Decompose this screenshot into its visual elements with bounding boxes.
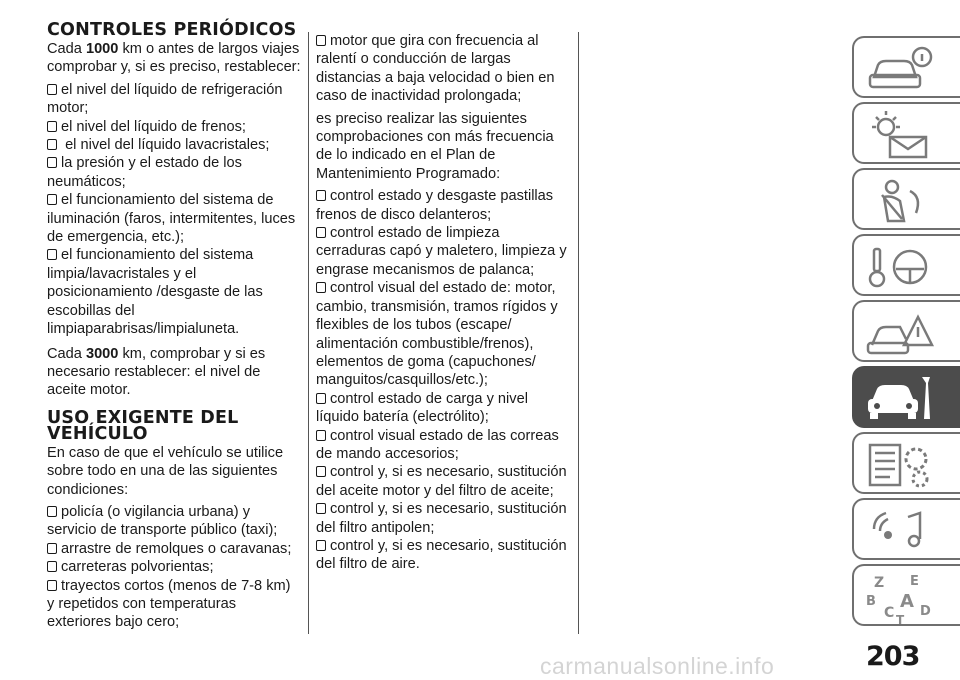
page-number: 203 bbox=[866, 641, 920, 672]
list-item: control y, si es necesario, sustitución del aceite motor y del filtro de aceite; bbox=[316, 464, 567, 499]
list-item: arrastre de remolques o caravanas; bbox=[47, 540, 301, 558]
checkbox-bullet-icon bbox=[316, 227, 326, 238]
checkbox-bullet-icon bbox=[47, 139, 57, 150]
emergency-car-icon bbox=[860, 305, 940, 361]
checkbox-bullet-icon bbox=[47, 84, 57, 95]
checklist-controls bbox=[316, 187, 570, 574]
list-item: control y, si es necesario, sustitución del filtro de aire. bbox=[316, 537, 567, 573]
checkbox-bullet-icon bbox=[316, 190, 326, 201]
checklist-1000km bbox=[47, 81, 301, 339]
tab-car-info[interactable] bbox=[852, 36, 960, 98]
list-item: la presión y el estado de los neumáticos; bbox=[47, 155, 242, 190]
seatbelt-airbag-icon bbox=[860, 173, 940, 229]
tab-index[interactable] bbox=[852, 564, 960, 626]
list-item: el funcionamiento del sistema de iluminación (faros, intermitentes, luces de emergencia, etc.); bbox=[47, 192, 296, 246]
list-item: control estado de limpieza cerraduras capó y maletero, limpieza y engrase mecanismos de palanca; bbox=[316, 225, 567, 278]
list-item: control estado de carga y nivel líquido batería (electrólito); bbox=[316, 390, 528, 426]
checkbox-bullet-icon bbox=[316, 503, 326, 514]
checkbox-bullet-icon bbox=[47, 506, 57, 517]
list-item: control y, si es necesario, sustitución del filtro antipolen; bbox=[316, 501, 567, 536]
list-item: control visual del estado de: motor, cambio, transmisión, tramos rígidos y flexibles de los tubos (escape/ alimentación combustible/frenos), elementos de goma (capuchones/ manguitos/casquillos/etc.); bbox=[316, 280, 558, 389]
index-letter: Z bbox=[874, 575, 885, 591]
index-letter: D bbox=[920, 604, 931, 619]
car-info-icon bbox=[860, 41, 940, 97]
tab-emergency[interactable] bbox=[852, 300, 960, 362]
column-divider bbox=[578, 32, 579, 634]
checkbox-bullet-icon bbox=[47, 580, 57, 591]
checkbox-bullet-icon bbox=[47, 157, 57, 168]
list-item: control visual estado de las correas de mando accesorios; bbox=[316, 427, 559, 462]
checkbox-bullet-icon bbox=[316, 35, 326, 46]
list-item: el funcionamiento del sistema limpia/lavacristales y el posicionamiento /desgaste de las escobillas del limpiaparabrisas/limpialuneta. bbox=[47, 247, 263, 338]
checkbox-bullet-icon bbox=[47, 249, 57, 260]
checklist-conditions bbox=[47, 503, 301, 632]
index-icon bbox=[860, 569, 940, 625]
tab-technical-data[interactable] bbox=[852, 432, 960, 494]
list-item: el nivel del líquido lavacristales; bbox=[47, 136, 301, 154]
paragraph-conditions: En caso de que el vehículo se utilice sobre todo en una de las siguientes condiciones: bbox=[47, 444, 284, 498]
watermark: carmanualsonline.info bbox=[540, 653, 775, 679]
checkbox-bullet-icon bbox=[316, 466, 326, 477]
list-item: trayectos cortos (menos de 7-8 km) y repetidos con temperaturas exteriores bajo cero; bbox=[47, 577, 291, 631]
index-letter: T bbox=[896, 613, 905, 625]
paragraph-3000km: Cada 3000 km, comprobar y si es necesario restablecer: el nivel de aceite motor. bbox=[47, 345, 266, 399]
tab-multimedia[interactable] bbox=[852, 498, 960, 560]
tab-starting-driving[interactable] bbox=[852, 234, 960, 296]
key-steering-icon bbox=[860, 239, 940, 295]
multimedia-icon bbox=[860, 503, 940, 559]
checkbox-bullet-icon bbox=[47, 121, 57, 132]
column-divider bbox=[308, 32, 309, 634]
section-title-periodic-checks: CONTROLES PERIÓDICOS bbox=[47, 20, 297, 40]
checkbox-bullet-icon bbox=[47, 561, 57, 572]
section-title-demanding-use: USO EXIGENTE DEL VEHÍCULO bbox=[47, 407, 239, 444]
list-item: control estado y desgaste pastillas frenos de disco delanteros; bbox=[316, 188, 554, 223]
technical-data-icon bbox=[860, 437, 940, 493]
list-item: el nivel del líquido de frenos; bbox=[47, 118, 301, 136]
tab-safety[interactable] bbox=[852, 168, 960, 230]
left-column bbox=[47, 22, 301, 632]
list-item: motor que gira con frecuencia al ralentí o conducción de largas distancias a baja velocidad o bien en caso de inactividad prolongada; bbox=[316, 33, 555, 105]
index-letter: C bbox=[884, 605, 895, 621]
car-service-icon bbox=[860, 371, 940, 427]
paragraph-1000km: Cada 1000 km o antes de largos viajes comprobar y, si es preciso, restablecer: bbox=[47, 41, 301, 76]
checkbox-bullet-icon bbox=[316, 282, 326, 293]
list-item: el nivel del líquido de refrigeración motor; bbox=[47, 81, 283, 117]
index-letter: A bbox=[900, 591, 914, 612]
index-letter: B bbox=[866, 594, 876, 609]
list-item: carreteras polvorientas; bbox=[47, 558, 301, 576]
checkbox-bullet-icon bbox=[47, 194, 57, 205]
tab-maintenance[interactable] bbox=[852, 366, 960, 428]
checkbox-bullet-icon bbox=[316, 393, 326, 404]
index-letter: E bbox=[910, 574, 919, 589]
checkbox-bullet-icon bbox=[47, 543, 57, 554]
middle-column bbox=[316, 32, 570, 574]
tab-warning-lights[interactable] bbox=[852, 102, 960, 164]
warning-lights-icon bbox=[860, 107, 940, 163]
paragraph-frequency: es preciso realizar las siguientes comprobaciones con más frecuencia de lo indicado en el Plan de Mantenimiento Programado: bbox=[316, 110, 554, 182]
list-item: policía (o vigilancia urbana) y servicio de transporte público (taxi); bbox=[47, 503, 278, 539]
checkbox-bullet-icon bbox=[316, 540, 326, 551]
checkbox-bullet-icon bbox=[316, 430, 326, 441]
